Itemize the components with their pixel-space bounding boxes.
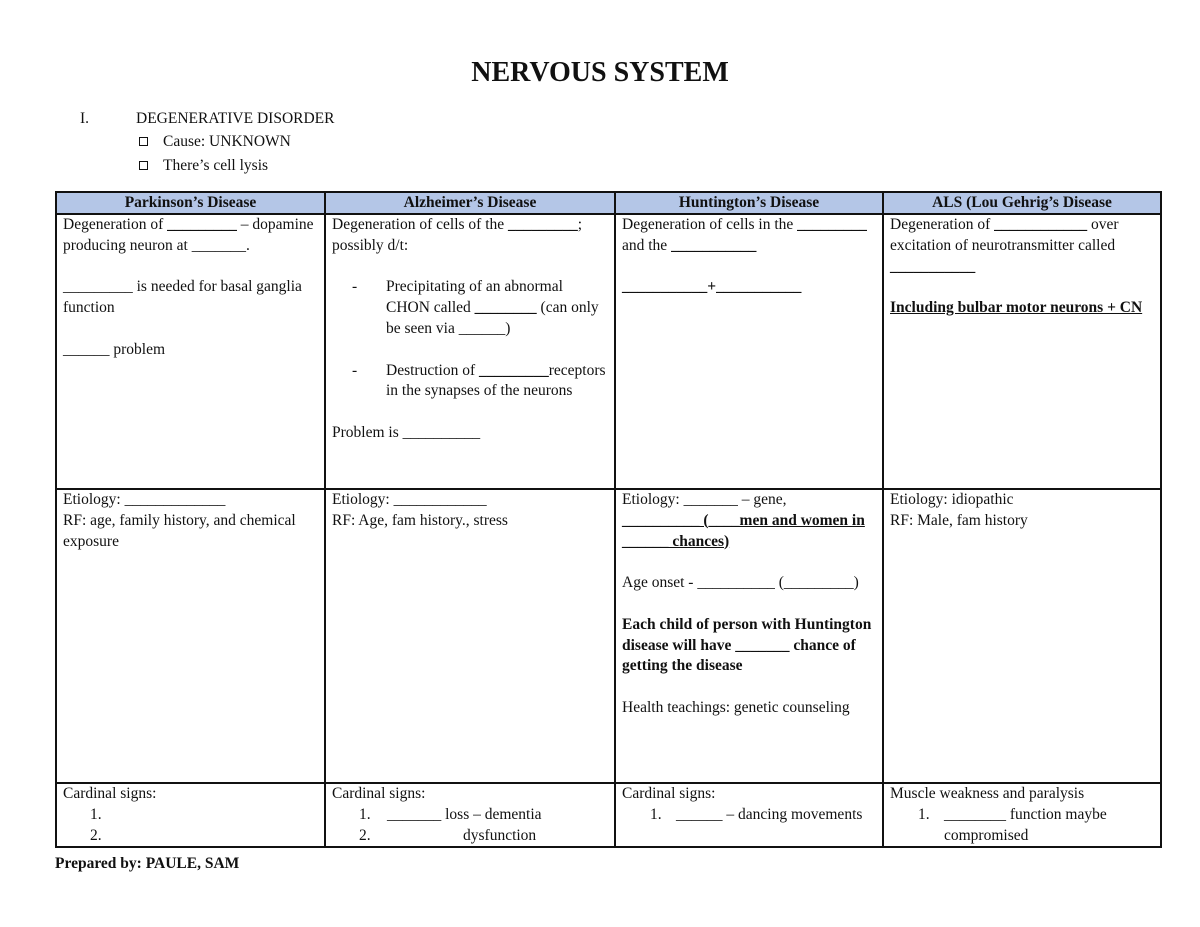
blank: ___________: [890, 257, 976, 275]
text-span: Precipitating of an abnormal CHON called: [386, 278, 563, 317]
text-span: and the: [622, 236, 672, 254]
list-item: - Precipitating of an abnormal CHON called ________ (can only be seen via ______): [332, 277, 608, 339]
list-item-text: ______ – dancing movements: [676, 805, 863, 823]
list-item: [890, 805, 1154, 847]
blank: _________: [508, 216, 578, 233]
prepared-by: Prepared by: PAULE, SAM: [55, 855, 240, 872]
cell-huntingtons-degeneration: [615, 214, 883, 489]
als-degeneration-text: [890, 215, 1154, 277]
list-item: [332, 805, 608, 826]
cell-alzheimers-etiology: [325, 489, 615, 783]
header-parkinsons: Parkinson’s Disease: [56, 192, 325, 214]
disease-table: [55, 191, 1162, 848]
blank: ____________: [994, 216, 1088, 233]
parkinsons-problem-text: ______ problem: [63, 340, 166, 358]
outline: [80, 108, 334, 178]
cell-parkinsons-signs: [56, 783, 325, 847]
text-span: (can only be seen via ______): [386, 299, 599, 337]
list-number: 2.: [90, 826, 102, 844]
blank: _________: [478, 361, 549, 379]
text-span: Degeneration of cells of the: [332, 216, 509, 233]
blank: ________: [474, 299, 537, 317]
text-span: ; possibly d/t:: [332, 216, 583, 254]
table-row-degeneration: [56, 214, 1161, 489]
page-title: NERVOUS SYSTEM: [471, 57, 729, 88]
outline-bullet-text: There’s cell lysis: [163, 157, 269, 174]
text-span: – dopamine producing neuron at _______.: [63, 216, 314, 254]
blank: _________: [167, 216, 237, 233]
list-item-text: [386, 277, 608, 339]
outline-heading-text: DEGENERATIVE DISORDER: [136, 110, 335, 127]
list-item-text: [386, 361, 608, 403]
list-item: [63, 826, 318, 847]
cell-als-degeneration: [883, 214, 1161, 489]
huntingtons-cardinal-label: Cardinal signs:: [622, 785, 716, 802]
header-alzheimers: Alzheimer’s Disease: [325, 192, 615, 214]
blank: _________: [797, 216, 867, 233]
list-number: 1.: [359, 805, 371, 823]
text-span: Degeneration of cells in the: [622, 216, 798, 233]
huntingtons-plus-line: ___________+___________: [622, 278, 802, 296]
outline-bullet: [80, 154, 334, 178]
list-item-text: dysfunction: [463, 826, 537, 844]
list-number: 1.: [90, 805, 102, 823]
alzheimers-etiology-text: Etiology: ____________: [332, 491, 487, 508]
cell-als-signs: [883, 783, 1161, 847]
list-item: [332, 826, 608, 847]
huntingtons-gene-line: __________ (____men and women in ______ chances): [622, 511, 865, 550]
als-cardinal-label: Muscle weakness and paralysis: [890, 785, 1085, 802]
text-span: receptors in the synapses of the neurons: [386, 361, 606, 400]
outline-heading: [80, 108, 334, 130]
table-header-row: [56, 192, 1161, 214]
outline-numeral: I.: [80, 110, 90, 127]
list-number: 2.: [359, 826, 371, 844]
parkinsons-degeneration-text: [63, 215, 318, 257]
als-including-text: Including bulbar motor neurons + CN: [890, 299, 1143, 317]
parkinsons-cardinal-label: Cardinal signs:: [63, 785, 157, 802]
table-row-cardinal-signs: [56, 783, 1161, 847]
cell-huntingtons-signs: [615, 783, 883, 847]
alzheimers-cardinal-label: Cardinal signs:: [332, 785, 426, 802]
alzheimers-problem-text: Problem is __________: [332, 423, 481, 441]
blank: ___________: [671, 236, 757, 254]
text-span: Degeneration of: [63, 216, 168, 233]
text-span: Degeneration of: [890, 216, 995, 233]
header-als: ALS (Lou Gehrig’s Disease: [883, 192, 1161, 214]
huntingtons-degeneration-text: [622, 215, 876, 257]
cell-huntingtons-etiology: [615, 489, 883, 783]
text-span: Destruction of: [386, 361, 479, 379]
square-bullet-icon: [139, 161, 148, 170]
list-item-text: _______ loss – dementia: [387, 805, 542, 823]
list-number: 1.: [918, 805, 930, 823]
text-span: over excitation of neurotransmitter called: [890, 216, 1119, 254]
list-number: 1.: [650, 805, 662, 823]
list-item: [622, 805, 876, 826]
huntingtons-etiology-text: Etiology: _______ – gene,: [622, 491, 787, 508]
parkinsons-needed-text: _________ is needed for basal ganglia function: [63, 278, 302, 317]
parkinsons-rf-text: RF: age, family history, and chemical exposure: [63, 511, 296, 550]
table-row-etiology: [56, 489, 1161, 783]
list-item-text: ________ function maybe compromised: [944, 805, 1107, 844]
square-bullet-icon: [139, 137, 148, 146]
alzheimers-degeneration-text: [332, 215, 608, 257]
cell-parkinsons-degeneration: [56, 214, 325, 489]
header-huntingtons: Huntington’s Disease: [615, 192, 883, 214]
cell-alzheimers-signs: [325, 783, 615, 847]
list-item: [63, 805, 318, 826]
outline-bullet: [80, 130, 334, 154]
list-item: - Destruction of _________receptors in the synapses of the neurons: [332, 361, 608, 403]
alzheimers-rf-text: RF: Age, fam history., stress: [332, 511, 508, 529]
cell-alzheimers-degeneration: [325, 214, 615, 489]
outline-bullet-text: Cause: UNKNOWN: [163, 133, 291, 150]
huntingtons-age-onset: Age onset - __________ (_________): [622, 574, 859, 592]
huntingtons-health-text: Health teachings: genetic counseling: [622, 698, 850, 716]
cell-als-etiology: [883, 489, 1161, 783]
huntingtons-child-text: Each child of person with Huntington disease will have _______ chance of getting the disease: [622, 615, 872, 675]
als-rf-text: RF: Male, fam history: [890, 511, 1028, 529]
parkinsons-etiology-text: Etiology: _____________: [63, 491, 226, 508]
als-etiology-text: Etiology: idiopathic: [890, 491, 1014, 508]
cell-parkinsons-etiology: [56, 489, 325, 783]
